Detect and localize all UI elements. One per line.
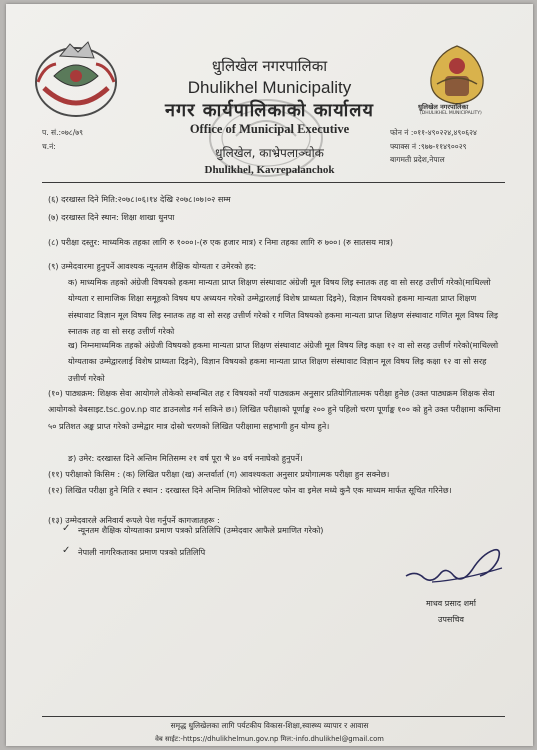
- logo-caption: धुलिखेल नगरपालिका: [418, 103, 469, 111]
- checkmark-icon: ✓: [62, 523, 71, 534]
- office-name-en: Office of Municipal Executive: [189, 122, 350, 136]
- header-divider: [42, 182, 505, 183]
- item-age-limit: ङ) उमेर: दरखास्त दिने अन्तिम मितिसम्म २१ वर्ष पूरा भै ४० वर्ष ननाघेको हुनुपर्ने।: [68, 453, 303, 463]
- item-curriculum: (१०) पाठ्यक्रम: शिक्षक सेवा आयोगले तोकेको सम्बन्धित तह र विषयको नयाँ पाठ्यक्रम अनुसार प्रतियोगितात्मक परीक्षा हुनेछ (उक्त पाठ्यक्रम शिक्षक सेवा आयोगको वेबसाइट.tsc.gov.np वाट डाउनलोड गर्न सकिने छ।) लिखित परीक्षाको पूर्णाङ्क २०० हुने पहिलो चरण पूर्णाङ्क १०० को हुने उक्त परीक्षामा कम्तिमा ५० प्रतिशत अङ्क प्राप्त गरेको उम्मेद्वार मात्र दोस्रो चरणको लिखित परीक्षामा सहभागी हुन योग्य हुने।: [48, 388, 501, 431]
- footer-divider: [42, 716, 505, 717]
- item-exam-fee: (८) परीक्षा दस्तुर: माध्यमिक तहका लागि रु १०००।-(रु एक हजार मात्र) र निमा तहका लागि रु ७००। (रु सातसय मात्र): [48, 237, 394, 247]
- province-name: बागमती प्रदेश,नेपाल: [390, 155, 445, 164]
- item-required-documents: (१३) उम्मेदवारले अनिवार्य रूपले पेश गर्नुपर्ने कागजातहरू :: [48, 515, 220, 525]
- chalani-number: च.नं:: [42, 142, 56, 151]
- office-name-np: नगर कार्यपालिकाको कार्यालय: [165, 100, 374, 121]
- patra-number: प. सं.:०७८/७९: [42, 128, 84, 137]
- address-np: धुलिखेल, काभ्रेपलाञ्चोक: [215, 146, 324, 160]
- item-exam-date-place: (१२) लिखित परीक्षा हुने मिति र स्थान : दरखास्त दिने अन्तिम मितिको भोलिपल्ट फोन वा इमेल मध्ये कुनै एक माध्यम मार्फत सूचित गरिनेछ।: [48, 485, 452, 495]
- checkmark-icon: ✓: [62, 545, 71, 556]
- phone-number: फोन नं :०११-४९०२२४,४९०६२४: [390, 128, 477, 137]
- item-qualification-heading: (९) उम्मेदवारमा हुनुपर्ने आवश्यक न्यूनतम शैक्षिक योग्यता र उमेरको हद:: [48, 261, 257, 271]
- signature-icon: [402, 540, 510, 592]
- item-exam-type: (११) परीक्षाको किसिम : (क) लिखित परीक्षा (ख) अन्तर्वार्ता (ग) आवश्यकता अनुसार प्रयोगात्मक परीक्षा हुन सक्नेछ।: [48, 469, 390, 479]
- checklist-item-citizenship: नेपाली नागरिकताका प्रमाण पत्रको प्रतिलिपि: [78, 547, 206, 557]
- item-qualification-lower-secondary: ख) निम्नमाध्यमिक तहको अंग्रेजी विषयको हकमा मान्यता प्राप्त शिक्षण संस्थावाट अंग्रेजी मूल विषय लिइ कक्षा १२ वा सो सरह उत्तीर्ण गरेको(माथिल्लो योग्यताका उम्मेद्वारलाई विशेष प्राथ्यता दिइने), विज्ञान विषयको हकमा मान्यता प्राप्त शिक्षण संस्थावाट विज्ञान मूल विषय लिइ कक्षा १२ वा सो सरह उत्तीर्ण गरेको: [68, 340, 499, 383]
- signatory-name: माधव प्रसाद शर्मा: [426, 599, 476, 608]
- address-en: Dhulikhel, Kavrepalanchok: [204, 164, 335, 176]
- footer-slogan: समृद्ध धुलिखेलका लागि पर्यटकीय विकास-शिक्षा,स्वास्थ्य व्यापार र आवास: [170, 721, 369, 730]
- municipality-name-en: Dhulikhel Municipality: [187, 78, 352, 97]
- checklist-item-certificate: न्यूनतम शैक्षिक योग्यताका प्रमाण पत्रको प्रतिलिपि (उम्मेदवार आफैले प्रमाणित गरेको): [78, 525, 324, 535]
- municipality-name-np: धुलिखेल नगरपालिका: [211, 57, 328, 75]
- signatory-title: उपसचिव: [438, 615, 464, 624]
- item-application-place: (७) दरखास्त दिने स्थान: शिक्षा शाखा धुनपा: [48, 212, 175, 222]
- logo-caption-en: (DHULIKHEL MUNICIPALITY): [420, 111, 482, 116]
- notice-document: [6, 4, 533, 746]
- item-application-date: (६) दरखास्त दिने मिति:२०७८।०६।१४ देखि २०७८।०७।०२ सम्म: [48, 194, 231, 204]
- fax-number: फ्याक्स नं :९७७-११४९००२९: [390, 142, 467, 151]
- footer-contact: वेब साईट:-https://dhulikhelmun.gov.np मिल:-info.dhulikhel@gmail.com: [155, 735, 384, 743]
- item-qualification-secondary: क) माध्यमिक तहको अंग्रेजी विषयको हकमा मान्यता प्राप्त शिक्षण संस्थावाट अंग्रेजी मूल विषय लिइ स्नातक तह वा सो सरह उत्तीर्ण गरेको(माथिल्लो योग्यता र सामाजिक शिक्षा समूहको विषय थप अध्ययन गरेको उम्मेद्वारलाई विशेष प्राथ्यता दिइने), विज्ञान विषयको हकमा मान्यता प्राप्त शिक्षण संस्थावाट विज्ञान मूल विषय लिइ स्नातक तह वा सो सरह उत्तीर्ण गरेको र गणित विषयको हकमा मान्यता प्राप्त शिक्षण संस्थावाट गणित मूल विषय लिइ स्नातक तह वा सो सरह उत्तीर्ण गरेको: [68, 277, 498, 337]
